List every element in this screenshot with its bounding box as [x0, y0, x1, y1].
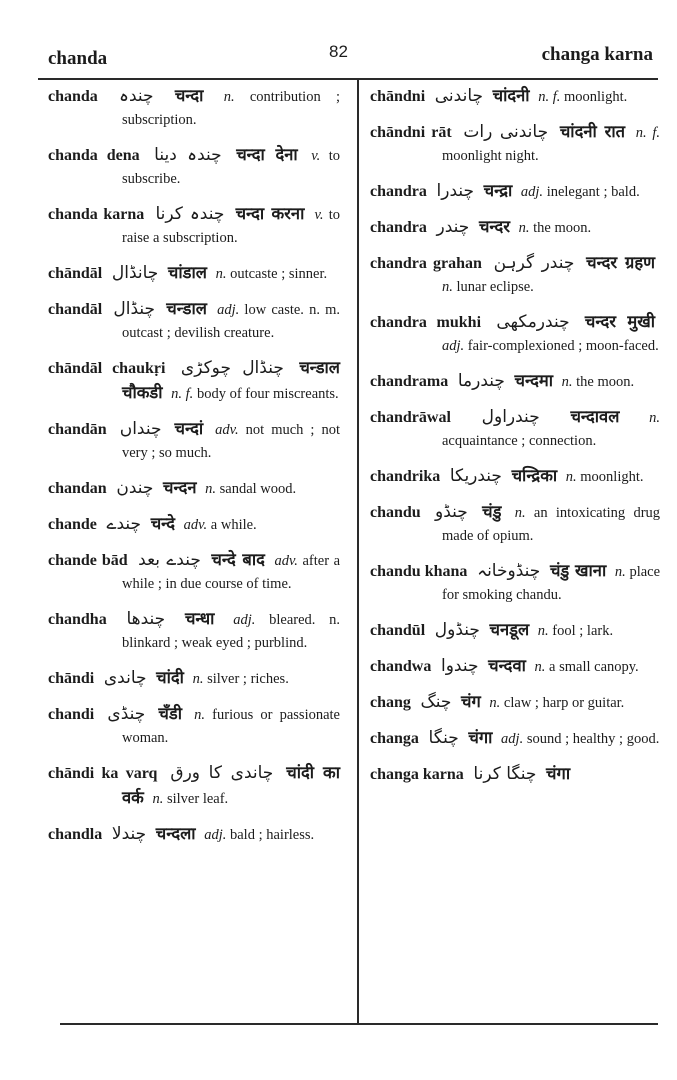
hindi-word: चन्दा देना — [236, 145, 298, 164]
urdu-word: چندے بعد — [138, 550, 201, 570]
definition: moonlight. — [564, 89, 628, 105]
hindi-word: चन्डाल — [166, 299, 207, 318]
hindi-word: चन्दमा — [514, 371, 554, 390]
headword: chāndi — [48, 670, 95, 687]
part-of-speech: n. — [514, 505, 526, 521]
urdu-word: چندلا — [111, 824, 147, 844]
hindi-word: चांदनी रात — [559, 122, 626, 141]
urdu-word: چندر گرہن — [493, 253, 575, 273]
headword: chāndni rāt — [370, 124, 452, 141]
urdu-word: چندے — [106, 514, 142, 534]
hindi-word: चन्दा करना — [235, 204, 305, 223]
part-of-speech: n. — [489, 695, 501, 711]
part-of-speech: n. — [537, 623, 549, 639]
dictionary-entry — [370, 179, 660, 204]
definition: bleared. n. blinkard ; weak eyed ; purblind. — [122, 612, 341, 651]
urdu-word: چانڈال — [111, 263, 159, 283]
part-of-speech: adv. — [215, 422, 239, 438]
definition: claw ; harp or guitar. — [503, 695, 625, 711]
urdu-word: چندھا — [126, 609, 166, 629]
urdu-word: چنداں — [119, 419, 162, 439]
header-first-word: chanda — [48, 48, 108, 69]
definition: lunar eclipse. — [456, 279, 534, 295]
definition: the moon. — [576, 374, 635, 390]
headword: chandan — [48, 480, 107, 497]
headword: chandwa — [370, 658, 432, 675]
part-of-speech: n. f. — [171, 386, 194, 402]
urdu-word: چنڈال — [113, 299, 156, 319]
hindi-word: चंगा — [546, 764, 571, 783]
dictionary-entry — [48, 761, 340, 811]
hindi-word: चन्दे — [150, 514, 176, 533]
dictionary-entry — [48, 666, 340, 691]
definition: fair-complexioned ; moon-faced. — [467, 338, 659, 354]
urdu-word: چندر — [436, 217, 470, 237]
urdu-word: چنڈی — [107, 704, 146, 724]
headword: chang — [370, 694, 411, 711]
left-column — [48, 84, 340, 858]
part-of-speech: n. — [223, 89, 235, 105]
headword: chāndāl chaukṛi — [48, 360, 166, 377]
definition: furious or passionate woman. — [122, 707, 340, 746]
part-of-speech: adj. — [233, 612, 256, 628]
urdu-word: چندہ — [119, 86, 154, 106]
urdu-word: چندن — [116, 478, 154, 498]
headword: chandūl — [370, 622, 426, 639]
definition: to raise a subscription. — [122, 207, 341, 246]
hindi-word: चन्दर मुखी — [584, 312, 655, 331]
definition: an intoxicating drug made of opium. — [442, 505, 661, 544]
urdu-word: چاندی — [103, 668, 147, 688]
headword: chandrāwal — [370, 409, 451, 426]
headword: changa karna — [370, 766, 464, 783]
hindi-word: चन्डाल चौकडी — [122, 358, 340, 402]
part-of-speech: n. — [152, 791, 164, 807]
headword: chāndni — [370, 88, 426, 105]
definition: place for smoking chandu. — [442, 564, 661, 603]
hindi-word: चँडी — [158, 704, 182, 723]
dictionary-entry — [48, 822, 340, 847]
dictionary-entry — [48, 297, 340, 345]
urdu-word: چنگا — [428, 728, 459, 748]
dictionary-entry — [48, 143, 340, 191]
headword: chandra grahan — [370, 255, 482, 272]
headword: chandha — [48, 611, 107, 628]
part-of-speech: n. — [215, 266, 227, 282]
urdu-word: چنڈول — [434, 620, 480, 640]
urdu-word: چندوا — [440, 656, 479, 676]
hindi-word: चन्दर ग्रहण — [586, 253, 656, 272]
urdu-word: چنڈوخانہ — [477, 561, 541, 581]
urdu-word: چندہ کرنا — [155, 204, 225, 224]
definition: fool ; lark. — [552, 623, 614, 639]
hindi-word: चांडाल — [167, 263, 207, 282]
urdu-word: چندرما — [457, 371, 505, 391]
dictionary-entry — [48, 202, 340, 250]
hindi-word: चांदनी — [492, 86, 530, 105]
definition: outcaste ; sinner. — [230, 266, 328, 282]
hindi-word: चन्दा — [174, 86, 204, 105]
hindi-word: चांदी का वर्क — [122, 763, 341, 807]
header-last-word: changa karna — [541, 44, 653, 65]
urdu-word: چاندنی رات — [463, 122, 549, 142]
headword: chandān — [48, 421, 107, 438]
headword: chāndāl — [48, 265, 103, 282]
part-of-speech: n. — [442, 279, 453, 295]
part-of-speech: adv. — [274, 553, 298, 569]
dictionary-entry — [48, 356, 340, 406]
part-of-speech: n. — [534, 659, 546, 675]
hindi-word: चंडु — [482, 502, 502, 521]
headword: chandrika — [370, 468, 441, 485]
dictionary-entry — [370, 310, 660, 358]
headword: chanda dena — [48, 147, 140, 164]
page-number: 82 — [329, 42, 348, 61]
part-of-speech: adv. — [183, 517, 208, 533]
headword: changa — [370, 730, 419, 747]
part-of-speech: n. f. — [538, 89, 561, 105]
hindi-word: चंग — [461, 692, 481, 711]
hindi-word: चन्धा — [184, 609, 215, 628]
hindi-word: चन्द्रिका — [511, 466, 558, 485]
hindi-word: चन्दां — [174, 419, 204, 438]
urdu-word: چندرا — [436, 181, 475, 201]
dictionary-entry — [48, 417, 340, 465]
part-of-speech: n. — [205, 481, 216, 497]
part-of-speech: n. f. — [635, 125, 661, 141]
part-of-speech: adj. — [520, 184, 544, 200]
headword: chanda karna — [48, 206, 145, 223]
dictionary-entry — [370, 726, 660, 751]
definition: after a while ; in due course of time. — [122, 553, 341, 592]
part-of-speech: v. — [314, 207, 324, 223]
urdu-word: چندریکا — [449, 466, 502, 486]
urdu-word: چنگا کرنا — [473, 764, 537, 784]
dictionary-entry — [48, 261, 340, 286]
definition: low caste. n. m. outcast ; devilish creature. — [122, 302, 341, 341]
urdu-word: چنڈال چوکڑی — [180, 358, 284, 378]
part-of-speech: adj. — [501, 731, 524, 747]
definition: bald ; hairless. — [229, 827, 315, 843]
header-rule — [38, 78, 658, 80]
hindi-word: चनडूल — [489, 620, 530, 639]
headword: chanda — [48, 88, 98, 105]
definition: silver ; riches. — [207, 671, 289, 687]
headword: chandra — [370, 183, 427, 200]
hindi-word: चन्दवा — [488, 656, 526, 675]
urdu-word: چاندنی — [434, 86, 484, 106]
dictionary-entry — [370, 559, 660, 607]
column-divider — [357, 78, 359, 1023]
definition: contribution ; subscription. — [122, 89, 340, 128]
part-of-speech: adj. — [204, 827, 227, 843]
dictionary-entry — [370, 762, 660, 787]
dictionary-entry — [370, 369, 660, 394]
hindi-word: चन्दावल — [570, 407, 620, 426]
hindi-word: चन्दला — [155, 824, 196, 843]
part-of-speech: n. — [561, 374, 573, 390]
footer-rule — [60, 1023, 658, 1025]
dictionary-entry — [48, 512, 340, 537]
headword: chandāl — [48, 301, 103, 318]
dictionary-entry — [48, 84, 340, 132]
dictionary-entry — [370, 500, 660, 548]
dictionary-entry — [370, 618, 660, 643]
headword: chande bād — [48, 552, 128, 569]
hindi-word: चंडु खाना — [549, 561, 607, 580]
headword: chandrama — [370, 373, 449, 390]
part-of-speech: n. — [518, 220, 530, 236]
urdu-word: چاندی کا ورق — [170, 763, 274, 783]
urdu-word: چندرمکھی — [496, 312, 570, 332]
hindi-word: चन्दे बाद — [211, 550, 265, 569]
dictionary-entry — [370, 84, 660, 109]
urdu-word: چنڈو — [435, 502, 468, 522]
dictionary-entry — [48, 548, 340, 596]
dictionary-entry — [370, 654, 660, 679]
headword: chandra — [370, 219, 427, 236]
headword: chandra mukhi — [370, 314, 482, 331]
definition: silver leaf. — [166, 791, 229, 807]
dictionary-entry — [370, 120, 660, 168]
part-of-speech: n. — [614, 564, 626, 580]
dictionary-entry — [370, 251, 660, 299]
hindi-word: चन्द्रा — [483, 181, 513, 200]
dictionary-entry — [370, 464, 660, 489]
headword: chandi — [48, 706, 95, 723]
definition: a small canopy. — [549, 659, 639, 675]
headword: chandla — [48, 826, 103, 843]
dictionary-entry — [370, 215, 660, 240]
definition: a while. — [210, 517, 257, 533]
headword: chāndi ka varq — [48, 765, 158, 782]
definition: to subscribe. — [122, 148, 341, 187]
definition: inelegant ; bald. — [546, 184, 640, 200]
definition: body of four miscreants. — [196, 386, 339, 402]
hindi-word: चन्दर — [478, 217, 511, 236]
dictionary-entry — [48, 702, 340, 750]
headword: chandu khana — [370, 563, 468, 580]
dictionary-entry — [48, 476, 340, 501]
part-of-speech: n. — [192, 671, 204, 687]
urdu-word: چندراول — [481, 407, 540, 427]
part-of-speech: adj. — [217, 302, 240, 318]
part-of-speech: adj. — [442, 338, 465, 354]
part-of-speech: n. — [194, 707, 206, 723]
urdu-word: چندہ دینا — [154, 145, 222, 165]
part-of-speech: v. — [311, 148, 321, 164]
hindi-word: चांदी — [156, 668, 184, 687]
urdu-word: چنگ — [420, 692, 452, 712]
dictionary-entry — [48, 607, 340, 655]
definition: moonlight night. — [442, 148, 539, 164]
dictionary-entry — [370, 405, 660, 453]
headword: chandu — [370, 504, 421, 521]
dictionary-entry — [370, 690, 660, 715]
definition: sandal wood. — [219, 481, 297, 497]
definition: sound ; healthy ; good. — [526, 731, 660, 747]
hindi-word: चन्दन — [163, 478, 197, 497]
part-of-speech: n. — [649, 410, 661, 426]
definition: moonlight. — [580, 469, 644, 485]
definition: acquaintance ; connection. — [442, 433, 597, 449]
part-of-speech: n. — [565, 469, 577, 485]
definition: the moon. — [533, 220, 592, 236]
hindi-word: चंगा — [468, 728, 493, 747]
definition: not much ; not very ; so much. — [122, 422, 341, 461]
right-column — [370, 84, 660, 798]
headword: chande — [48, 516, 97, 533]
